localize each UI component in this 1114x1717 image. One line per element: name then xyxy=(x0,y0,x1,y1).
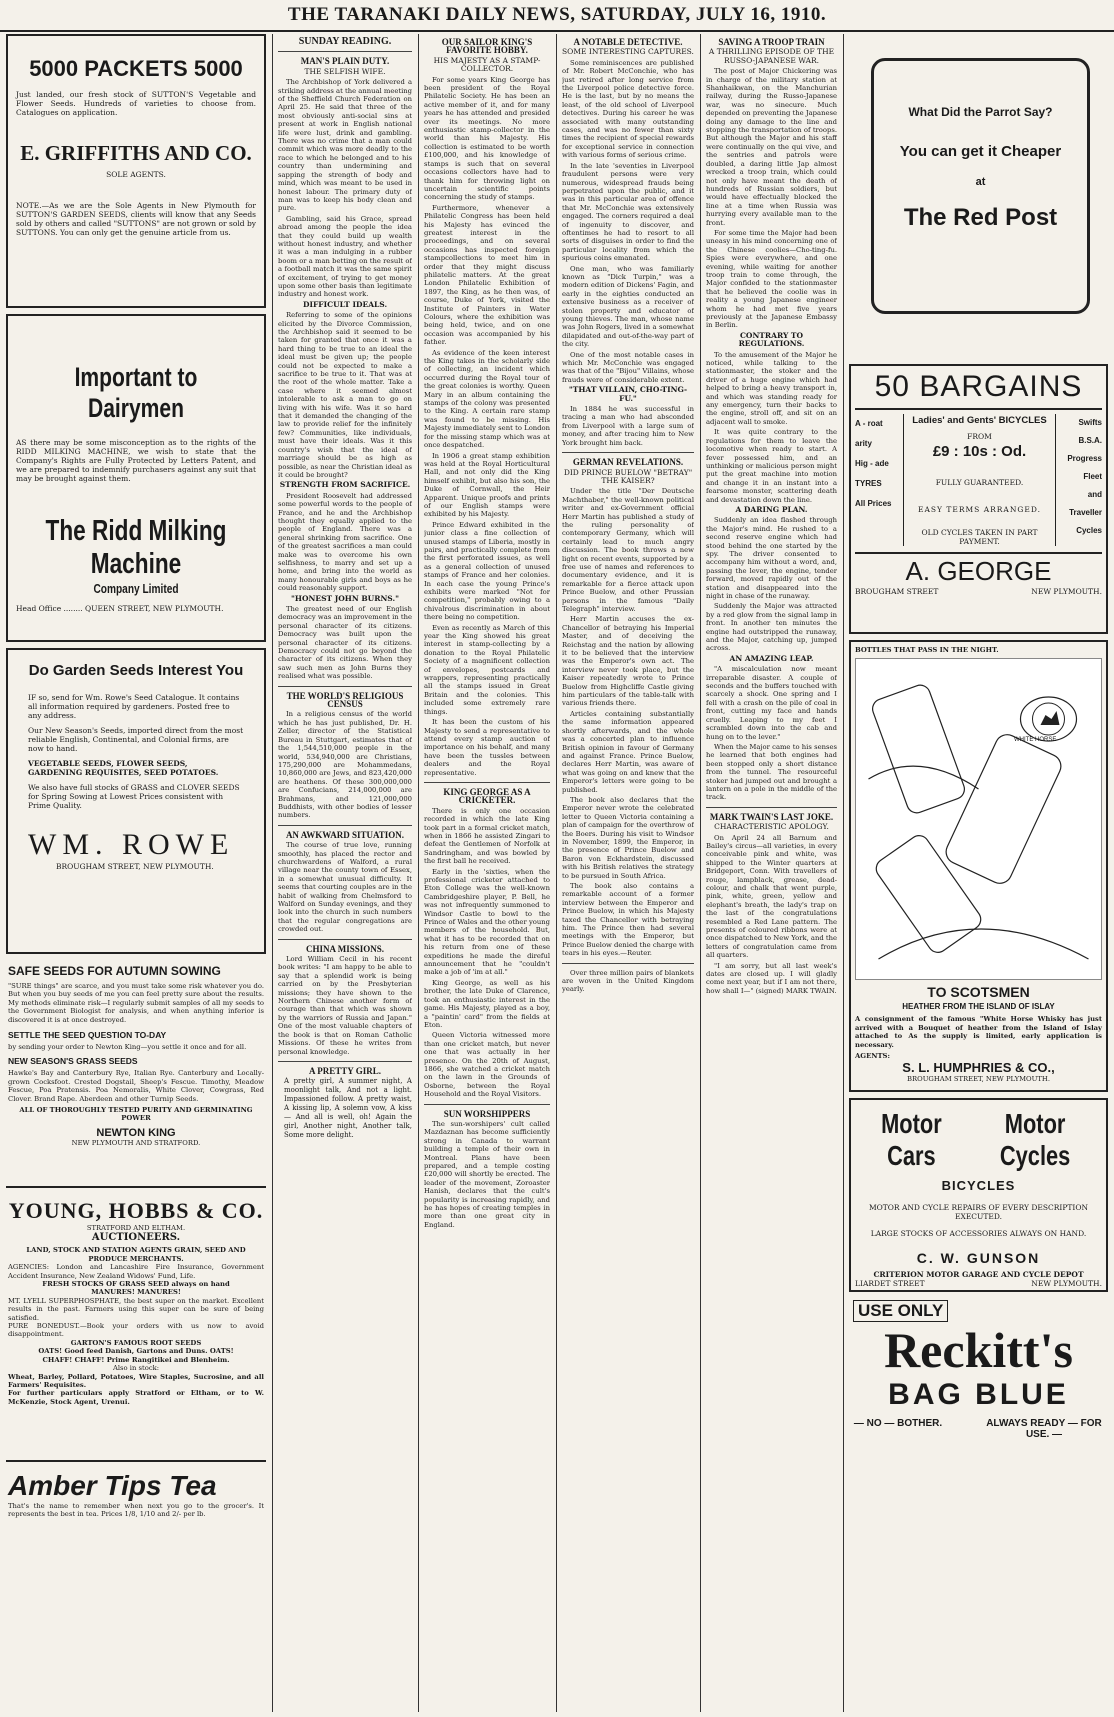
street: BROUGHAM STREET xyxy=(855,587,939,596)
column-rule xyxy=(700,34,701,1712)
ad-line-4: MANURES! MANURES! xyxy=(91,1288,181,1297)
paragraph: To the amusement of the Major he noticed, while talking to the stationmaster, the stoker and the driver of a huge engine which had helped to bring a heavy transport in, and which was standing ready for any emergency, turn their backs to the engine, stroll off, and sit on an adjacent wall to smoke. xyxy=(706,350,837,426)
section-subhead: AN AMAZING LEAP. xyxy=(729,653,814,663)
agent-name: S. L. HUMPHRIES & CO., xyxy=(902,1060,1055,1076)
paragraph: King George, as well as his brother, the late Duke of Clarence, took an enthusiastic interest in the game. His Majesty, played as a boy, a "paintin' card" from the fields at Eton. xyxy=(424,978,550,1029)
ad-line-3: at xyxy=(975,176,986,188)
ad-sub: STRATFORD AND ELTHAM. xyxy=(86,1224,186,1232)
caption-1: TO SCOTSMEN xyxy=(927,984,1030,1001)
left-line: TYRES xyxy=(855,479,882,488)
reckitts-ad xyxy=(849,1298,1108,1442)
divider xyxy=(424,1104,550,1105)
ad-body: That's the name to remember when next you go to the grocer's. It represents the best in tea. Prices 1/8, 1/10 and 2/- per lb. xyxy=(8,1502,264,1519)
left-line: arity xyxy=(855,439,872,448)
article-title: SUN WORSHIPPERS xyxy=(443,1108,531,1119)
paragraph: Queen Victoria witnessed more than one cricket match, but never one that was actually in her presence. On the 20th of August, 1866, she watched a cricket match on the lawn in the Grounds of Osborne, between the Royal Household and the Royal Visitors. xyxy=(424,1031,550,1099)
ridd-milking-ad xyxy=(6,314,266,642)
article-title: GERMAN REVELATIONS. xyxy=(572,457,684,468)
merchant-name: NEWTON KING xyxy=(96,1126,176,1139)
ad-body: AS there may be some misconception as to the rights of the RIDD MILKING MACHINE, we wish to state that the Company's Rights are Fully Protected by Letters Patent, and we are prepared to indemnify purchasers against any suit that may be brought against them. xyxy=(16,438,256,483)
merchant-name: C. W. GUNSON xyxy=(916,1250,1041,1266)
section-subhead: "HONEST JOHN BURNS." xyxy=(291,593,399,603)
masthead: THE TARANAKI DAILY NEWS, SATURDAY, JULY 16, 1910. xyxy=(0,0,1114,32)
young-hobbs-ad xyxy=(6,1194,266,1462)
paragraph: In 1884 he was successful in tracing a man who had absconded from Liverpool with a large sum of money, and after tracing him to New York brought him back. xyxy=(562,405,694,447)
paragraph: President Roosevelt had addressed some powerful words to the people of France, and he and the Archbishop thought they equally applied to the people of England. There was a general shrinking from sacrifice. One of the greatest sacrifices a man could make was to overcome his own selfishness, to marry and set up a home, and bring into the world as many honourable girls and boys as he could reasonably support. xyxy=(278,491,412,593)
price: £9 : 10s : Od. xyxy=(932,443,1027,460)
paragraph: Articles containing substantially the same information appeared shortly afterwards, and the whole was a concerted plan to influence British opinion in favour of Germany and against France. Prince Buelow, declares Herr Martin, was aware of what was going on and knew that the Emperor's letters were going to be published. xyxy=(562,709,694,794)
merchant-name: A. GEORGE xyxy=(855,552,1102,587)
article-subtitle: SOME INTERESTING CAPTURES. xyxy=(562,47,694,57)
address: NEW PLYMOUTH AND STRATFORD. xyxy=(71,1138,201,1147)
ad-line-2: ALL OF THOROUGHLY TESTED PURITY AND GERMINATING POWER xyxy=(19,1106,253,1123)
ad-line-4: The Red Post xyxy=(903,204,1058,231)
divider xyxy=(562,963,694,964)
left-line: Hig - ade xyxy=(855,459,889,468)
paragraph: Under the title "Der Deutsche Machthaber," the well-known political writer and ex-Government official Herr Martin has published a study of the ruling personality of contemporary Germany, which will certainly lead to much angry discussion. The book throws a new light on recent events, supported by a free use of names and references to documentary evidence, and it is remarkable for a fierce attack upon Prince Buelow, and other Prussian persons in the famous "Daily Telegraph" interview. xyxy=(562,487,694,613)
paragraph: The post of Major Chickering was in charge of the military station at Shanhaikwan, on the Manchurian railway, during the Russo-Japanese war, was no sinecure. Much depended on preventing the Japanese doing any damage to the line and stopping the transportation of troops. But although the Major and his staff were continually on the qui vive, and the sentries and patrols were doubled, a daring little Jap almost wrecked a troop train, which could not only have meant the death of hundreds of Russian soldiers, but would have effectually blocked the line at a time when Russia was hurrying every available man to the front. xyxy=(706,67,837,227)
right-line: Progress xyxy=(1067,454,1102,463)
article-title: KING GEORGE AS A CRICKETER. xyxy=(443,786,531,806)
ad-sub-2: NEW SEASON'S GRASS SEEDS xyxy=(8,1056,138,1067)
ad-line-1: What Did the Parrot Say? xyxy=(908,105,1053,119)
title-left: Motor Cars xyxy=(881,1108,942,1171)
role: SOLE AGENTS. xyxy=(106,170,166,179)
ad-body-2: Our New Season's Seeds, imported direct from the most reliable English, Continental, and Colonial firms, are now to hand. xyxy=(28,726,244,753)
paragraph: For some time the Major had been uneasy in his mind concerning one of the Chinese coolies—Cho-ting-fu. Spies were everywhere, and one evening, while waiting for another troop train to come through, the Major confided to the stationmaster that he believed the coolie was in reality a young Japanese engineer whom he had met five years previously at the Japanese Embassy in Berlin. xyxy=(706,228,837,330)
town: NEW PLYMOUTH. xyxy=(1031,587,1102,596)
ad-line-7: GARTON'S FAMOUS ROOT SEEDS xyxy=(70,1338,202,1347)
ad-body-1: IF so, send for Wm. Rowe's Seed Catalogue. It contains all information required by gardeners. Posted free to any address. xyxy=(28,693,240,720)
paragraph: The Archbishop of York delivered a striking address at the annual meeting of the Sheffield Church Federation on April 25. He said that three of the most obviously anti-social sins at present at work in English national life were lust, drink and gambling. There was no crime that a man could commit which was more deadly to the race to which he belonged and to his country than undermining and sapping the strength of body and mind, which was meant to be used in honest labour. The primary duty of man was to keep his body clean and pure. xyxy=(278,78,412,213)
ad-sub-1: SETTLE THE SEED QUESTION TO-DAY xyxy=(8,1030,167,1041)
merchant-name: WM. ROWE xyxy=(28,828,235,861)
paragraph: The greatest need of our English democracy was an improvement in the personal character of its citizens. Democracy was built upon the personal character of its citizens. Democracy could not go beyond the character of its citizens. When they saw such men as John Burns they realised what was possible. xyxy=(278,605,412,681)
article-title: A NOTABLE DETECTIVE. xyxy=(573,37,683,47)
slogan-right: ALWAYS READY — FOR USE. — xyxy=(986,1418,1102,1440)
right-line: Swifts xyxy=(1078,418,1102,427)
ad-line-5: MT. LYELL SUPERPHOSPHATE, the best super on the market. Excellent results in the past. Farmers using this super can be sure of being satisfied. xyxy=(8,1296,264,1322)
ad-line-12: For further particulars apply Stratford or Eltham, or to W. McKenzie, Stock Agent, Urenui. xyxy=(8,1389,264,1406)
ad-line-1: by sending your order to Newton King—you settle it once and for all. xyxy=(8,1043,247,1052)
paragraph: Suddenly the Major was attracted by a red glow from the signal lamp in front. In another ten minutes the engine had outstripped the runaway, and the Major, catching up, jumped across. xyxy=(706,602,837,653)
company-label: Company Limited xyxy=(93,581,179,596)
ad-body: Just landed, our fresh stock of SUTTON'S Vegetable and Flower Seeds. Hundreds of varieties to choose from. Catalogues on application. xyxy=(16,90,256,117)
divider xyxy=(278,1061,412,1062)
paragraph: It has been the custom of his Majesty to send a representative to attend every stamp auction of importance on his behalf, and many have been the tussles between dealers and the Royal representative. xyxy=(424,718,550,777)
paragraph: The sun-worshipers' cult called Mazdaznan has become sufficiently strong in Canada to warrant building a temple of their own in Montreal. Plans have been prepared, and a temple costing £20,000 will shortly be erected. The leader of the movement, Zoroaster Hanish, declares that the cult's popularity is increasing rapidly, and he has hopes of creating temples in more than one great city in England. xyxy=(424,1119,550,1229)
ad-title: 5000 PACKETS 5000 xyxy=(29,56,243,81)
ad-role: AUCTIONEERS. xyxy=(91,1232,181,1244)
paragraph: Some reminiscences are published of Mr. Robert McConchie, who has just retired after long service from the Liverpool police detective force. He is the last, but by no means the least, of the old school of Liverpool detectives. During his career he was associated with many outstanding cases, and was no fewer than sixty times the recipient of special rewards for exceptional service in connection with various forms of serious crime. xyxy=(562,58,694,160)
slogan-left: — NO — BOTHER. xyxy=(853,1418,943,1429)
street: LIARDET STREET xyxy=(855,1279,925,1288)
divider xyxy=(278,686,412,687)
ad-title: Do Garden Seeds Interest You xyxy=(28,662,244,679)
ad-top: BOTTLES THAT PASS IN THE NIGHT. xyxy=(855,646,999,654)
divider xyxy=(278,939,412,940)
right-line: and xyxy=(1087,490,1102,499)
divider xyxy=(278,51,412,52)
column-rule xyxy=(272,34,273,1712)
paragraph: The book also declares that the Emperor never wrote the celebrated letter to Queen Victoria containing a plan of campaign for the overthrow of the Boers. During his visit to Windsor in November, 1899, the Emperor, in the presence of Prince Buelow and Baron von Eckhardstein, discussed with his British relatives the strategy to be pursued in South Africa. xyxy=(562,795,694,880)
ad-line-2: AGENCIES: London and Lancashire Fire Insurance, Government Accident Insurance, New Zealand Widows' Fund, Life. xyxy=(8,1263,264,1280)
ad-line-10: Also in stock: xyxy=(112,1364,160,1373)
paragraph: In a religious census of the world which he has just published, Dr. H. Zeller, director of the Statistical Bureau in Stuttgart, estimates that of the 1,544,510,000 people in the world, 534,940,000 are Christians, 175,290,000 are Mohammedans, 10,860,000 are Jews, and 823,420,000 are heathens. Of these 300,000,000 are Confucians, 214,000,000 are Brahmans, and 121,000,000 Buddhists, with other bodies of lesser numbers. xyxy=(278,710,412,820)
column-sunday-reading xyxy=(278,34,412,1712)
paragraph: As evidence of the keen interest the King takes in the scholarly side of collecting, an incident which occurred during the Royal tour of the great colonies is worthy. Queen Mary in an album containing the stamps of the colony was presented to the King. A certain rare stamp was found to be missing. His Majesty immediately sent to London for the missing stamp which was at once despatched. xyxy=(424,348,550,450)
column-ads-left xyxy=(6,34,266,1712)
column-rule xyxy=(843,34,844,1712)
town: NEW PLYMOUTH. xyxy=(1031,1279,1102,1288)
paragraph: "I am sorry, but all last week's dates are closed up. I will gladly come next year, but if I am not there, how shall I—" (signed) MARK TWAIN. xyxy=(706,961,837,995)
paragraph: The book also contains a remarkable account of a former interview between the Emperor and Prince Buelow, in which his Majesty taxed the Chancellor with betraying him. The Prince then had several meetings with the Emperor, but Prince Buelow denied the charge with tears in his eyes.—Reuter. xyxy=(562,882,694,958)
section-subhead: CONTRARY TO REGULATIONS. xyxy=(738,330,805,349)
ad-line-2: LARGE STOCKS OF ACCESSORIES ALWAYS ON HAND. xyxy=(870,1229,1087,1238)
depot: CRITERION MOTOR GARAGE AND CYCLE DEPOT xyxy=(873,1270,1084,1279)
paragraph: Early in the 'sixties, when the professional cricketer attached to Eton College was the well-known Cambridgeshire player, P. Bell, he was not infrequently summoned to Windsor Castle to bowl to the Prince of Wales and the other young members of the household. But, what it has to be recorded that on his return from one of these expeditions he made the direful announcement that he "couldn't make a job of 'im at all." xyxy=(424,867,550,977)
poem: A pretty girl, A summer night, A moonlight talk, And not a light. Impassioned follow. A pretty waist, A kissing lip, A solemn vow, A kiss— And all is well, oh! Again the girl, Another night, Another talk, Some more delight. xyxy=(284,1077,412,1140)
address: BROUGHAM STREET, NEW PLYMOUTH. xyxy=(907,1075,1050,1084)
right-column xyxy=(1056,414,1102,546)
divider xyxy=(424,782,550,783)
ad-body: "SURE things" are scarce, and you must take some risk whatever you do. But when you buy seeds of me you can feel pretty sure about the results. My methods eliminate risk—I regularly submit samples of all my seeds to the Government Biologist for analysis, and when anything inferior is discovered it is at once destroyed. xyxy=(8,982,264,1024)
ad-line-1: MOTOR AND CYCLE REPAIRS OF EVERY DESCRIPTION EXECUTED. xyxy=(868,1203,1089,1221)
white-horse-ad xyxy=(849,640,1108,1092)
article-title: MARK TWAIN'S LAST JOKE. xyxy=(709,811,834,822)
article-title: SAVING A TROOP TRAIN xyxy=(718,37,825,47)
article-title: A PRETTY GIRL. xyxy=(309,1065,381,1076)
price-from: FROM xyxy=(967,432,992,441)
article-title: CHINA MISSIONS. xyxy=(305,943,385,954)
paragraph: In 1906 a great stamp exhibition was held at the Royal Horticultural Hall, and not only did the King himself exhibit, but also his son, the Duke of Cornwall, the Heir Apparent. Unique proofs and prints of our English stamps were exhibited by his Majesty. xyxy=(424,451,550,519)
paragraph: It was quite contrary to the regulations for them to leave the locomotive when ready to start. A fever possessed him, and an unthinking or malicious person might put the great machine into motion and change it in an instant into a fearsome monster, scattering death and devastation down the line. xyxy=(706,428,837,504)
bottles-image xyxy=(856,659,1101,979)
paragraph: Suddenly an idea flashed through the Major's mind. He rushed to a second reserve engine which had stood behind the one started by the spy. The driver consented to accompany him without a word, and, passing the lever, the engine, tender forward, moved rapidly out of the station and disappeared into the night in chase of the runaway. xyxy=(706,516,837,600)
article-title: MAN'S PLAIN DUTY. xyxy=(300,56,390,67)
ad-title: 50 BARGAINS xyxy=(855,370,1102,410)
ad-title: Amber Tips Tea xyxy=(8,1470,217,1501)
paragraph: For some years King George has been president of the Royal Philatelic Society. He has been an active member of it, and for many years he has attended and presided over its meetings. No more enthusiastic stamp-collector in the world than his Majesty. His collection is estimated to be worth £100,000, and his knowledge of stamps is such that on several occasions collectors have had to thank him for throwing light on uncertain scientific points concerning the study of stamps. xyxy=(424,75,550,202)
terms: EASY TERMS ARRANGED. xyxy=(918,505,1041,514)
paragraph: In the late 'seventies in Liverpool fraudulent persons were very numerous, widespread frauds being perpetrated upon the public, and it was in this particular area of offence that Mr. McConchie was extensively engaged. The corners required a deal of ingenuity to discover, and oftentimes he had to resort to all sorts of disguises in order to find the particular locality from which the spurious coins emanated. xyxy=(562,161,694,263)
section-subhead: "THAT VILLAIN, CHO-TING-FU." xyxy=(568,385,688,403)
right-line: B.S.A. xyxy=(1078,436,1102,445)
ad-title: YOUNG, HOBBS & CO. xyxy=(8,1198,264,1223)
address: BROUGHAM STREET, NEW PLYMOUTH. xyxy=(56,862,214,871)
column-ads-right xyxy=(849,34,1108,1712)
gunson-motors-ad xyxy=(849,1098,1108,1292)
ad-top: USE ONLY xyxy=(853,1300,948,1322)
red-post-ad xyxy=(871,58,1090,314)
right-line: Cycles xyxy=(1076,526,1102,535)
title-right: Motor Cycles xyxy=(999,1108,1071,1171)
column-detective-articles xyxy=(562,34,694,1712)
paragraph: Even as recently as March of this year the King showed his great interest in stamp-collecting by a donation to the Royal Philatelic Society of a magnificent collection of envelopes, postcards and wrappers, representing practically all the stamps issued in Great Britain and the colonies. This included some extremely rare things. xyxy=(424,623,550,716)
ad-line-9: CHAFF! CHAFF! Prime Rangitikei and Blenheim. xyxy=(42,1355,230,1364)
section-heading: SUNDAY READING. xyxy=(298,36,392,47)
center-column xyxy=(903,414,1056,546)
ad-body-4: We also have full stocks of GRASS and CLOVER SEEDS for Spring Sowing at Lowest Prices consistent with Prime Quality. xyxy=(28,783,240,810)
paragraph: On April 24 all Barnum and Bailey's circus—all varieties, in every conceivable pink and white, was shipped to the Winter quarters at Bridgeport, Conn. With travellers of rouge, lampblack, grease, dead-colour, and chalk that went purple, pink, white, green, yellow and elephant's breath, the lady's trap on the last of the congratulations resembled a Red Lane pattern. The presents of coloured ribbons were at once dispatched to New York, and the letters of congratulation came from all quarters. xyxy=(706,833,837,960)
seed-list: Hawke's Bay and Canterbury Rye, Italian Rye. Canterbury and Locally-grown Cocksfoot. Crested Dogstail, Sheep's Fescue. Timothy, Meadow Fescue, Poa Pratensis. Poa Nemoralis, White Clover, Cowgrass, Red Clover. Brand Rape. Aberdeen and other Turnip Seeds. xyxy=(8,1069,264,1103)
bicycles-heading: Ladies' and Gents' BICYCLES xyxy=(912,415,1047,426)
ad-line-3: FRESH STOCKS OF GRASS SEED always on hand xyxy=(42,1280,230,1289)
ad-title: SAFE SEEDS FOR AUTUMN SOWING xyxy=(8,964,221,978)
ad-sub: BICYCLES xyxy=(941,1178,1016,1193)
section-subhead: STRENGTH FROM SACRIFICE. xyxy=(279,480,411,490)
product-name: BAG BLUE xyxy=(888,1378,1069,1411)
agents-label: AGENTS: xyxy=(855,1052,890,1061)
paragraph: Furthermore, whenever a Philatelic Congress has been held his Majesty has evinced the greatest interest in the proceedings, and on several occasions has inspected foreign stampcollections to meet him in order that they might discuss philatelic matters. At the great London Philatelic Exhibition of 1897, the King, as he then was, of course, Duke of York, visited the Institute of Painters in Water Colours, where the exhibition was being held, twice, and on one occasion was accompanied by his father. xyxy=(424,203,550,347)
article-title: AN AWKWARD SITUATION. xyxy=(285,829,405,840)
column-king-articles xyxy=(424,34,550,1712)
article-title: THE WORLD'S RELIGIOUS CENSUS xyxy=(286,690,404,710)
divider xyxy=(706,807,837,808)
paragraph: Over three million pairs of blankets are woven in the United Kingdom yearly. xyxy=(562,968,694,994)
paragraph: "A miscalculation now meant irreparable disaster. A couple of seconds and the buffers touched with scarcely a shock. One spring and I fell with a crash on the pile of coal in front, cutting my face and hands cruelly. Leaping to my feet I scrambled down into the cab and hung on to the lever." xyxy=(706,665,837,741)
article-subtitle: THE SELFISH WIFE. xyxy=(304,66,386,76)
paragraph: Gambling, said his Grace, spread abroad among the people the idea that they could build up wealth without honest industry, and whether it was a man indulging in a rubber boom or a man betting on the result of a football match it was the same spirit of excitement, of trying to get money upon some other basis than legitimate industry and honest work. xyxy=(278,214,412,299)
paragraph: Herr Martin accuses the ex-Chancellor of betraying his Imperial Master, and of deceiving the Reichstag and the nation by allowing it to be believed that the interview was the Emperor's own act. The interview never took place, but the Kaiser repeatedly wrote to Prince Buelow from Highcliffe Castle giving him particulars of the table-talk with various friends there. xyxy=(562,615,694,708)
ad-line-11: Wheat, Barley, Pollard, Potatoes, Wire Staples, Sucrosine, and all Farmers' Requisites. xyxy=(8,1372,264,1389)
paragraph: Referring to some of the opinions elicited by the Divorce Commission, the Archbishop said it seemed to be taken for granted that once it was a hard thing to be true to an ideal the ideal must be given up; the people could not be expected to make a sacrifice to be true to it. That was at the root of the whole matter. Take a case where it seemed almost intolerable to ask a man to go on living with his wife. Was it so hard that it demanded the changing of the law to provide relief for the infinitely few? Communities, like individuals, must have their ideals. Was it this country's wish that the ideal of marriage should be as high as possible, as near the Christian ideal as it could be brought? xyxy=(278,311,412,479)
paragraph: One of the most notable cases in which Mr. McConchie was engaged was that of the "Bijou" Villains, whose frauds were of considerable extent. xyxy=(562,350,694,384)
paragraph: One man, who was familiarly known as "Dick Turpin," was a modern edition of Dickens' Fagin, and early in the eighties conducted an extensive business as a receiver of stolen property and educator of young thieves. The man, whose name was John Rogers, lived in a somewhat dilapidated and out-of-the-way part of the city. xyxy=(562,264,694,349)
left-line: All Prices xyxy=(855,499,892,508)
newton-king-ad xyxy=(6,960,266,1188)
white-horse-label: WHITE HORSE xyxy=(1014,737,1057,744)
paragraph: The course of true love, running smoothly, has placed the rector and churchwardens of Walford, a rural village near the county town of Essex, in a somewhat unusual difficulty. It seems that courting couples are in the habit of walking from Chelmsford to Walford on Sunday evenings, and they look into the church in such numbers that the regular congregations are crowded out. xyxy=(278,841,412,934)
section-subhead: DIFFICULT IDEALS. xyxy=(302,299,388,309)
ad-body: A consignment of the famous "White Horse Whisky has just arrived with a Bouquet of heather from the Island of Islay attached to As the supply is limited, early application is necessary. xyxy=(855,1015,1102,1049)
address: Head Office ........ QUEEN STREET, NEW PLYMOUTH. xyxy=(16,604,224,613)
column-troop-train xyxy=(706,34,837,1712)
article-subtitle: CHARACTERISTIC APOLOGY. xyxy=(714,822,829,832)
section-subhead: A DARING PLAN. xyxy=(735,504,808,514)
paragraph: When the Major came to his senses he learned that both engines had been stopped only a short distance from the tunnel. The resourceful stoker had jumped out and brought a lantern on a pole in the middle of the track. xyxy=(706,742,837,802)
right-line: Traveller xyxy=(1069,508,1102,517)
ad-note: NOTE.—As we are the Sole Agents in New Plymouth for SUTTON'S GARDEN SEEDS, clients will know that any Seeds sold by others and called "SUTTONS" are not grown or sold by SUTTONS. You can only get the genuine article from us. xyxy=(16,201,256,237)
left-column xyxy=(855,414,903,546)
rowe-seeds-ad xyxy=(6,648,266,954)
column-rule xyxy=(556,34,557,1712)
paragraph: Lord William Cecil in his recent book writes: "I am happy to be able to say that a splendid work is being carried on by the Presbyterian missions; they have shown to the Northern Chinese another form of courage than that which was shown by the warriors of Russia and Japan." One of the most valuable chapters of the book is that on Roman Catholic Missions. Of these he writes from personal knowledge. xyxy=(278,955,412,1056)
column-rule xyxy=(418,34,419,1712)
company-name: E. GRIFFITHS AND CO. xyxy=(20,141,252,165)
caption-2: HEATHER FROM THE ISLAND OF ISLAY xyxy=(902,1002,1055,1012)
bottle-illustration xyxy=(855,658,1102,980)
article-subtitle: A THRILLING EPISODE OF THE RUSSO-JAPANESE WAR. xyxy=(708,47,835,65)
article-subtitle: DID PRINCE BUELOW "BETRAY" THE KAISER? xyxy=(563,467,693,485)
product-name: The Ridd Milking Machine xyxy=(45,515,227,580)
divider xyxy=(562,452,694,453)
divider xyxy=(278,825,412,826)
brand-name: Reckitt's xyxy=(884,1322,1073,1378)
griffiths-ad xyxy=(6,34,266,308)
article-title: OUR SAILOR KING'S FAVORITE HOBBY. xyxy=(441,37,533,56)
left-line: A - roat xyxy=(855,419,883,428)
ad-body-3: VEGETABLE SEEDS, FLOWER SEEDS, GARDENING REQUISITES, SEED POTATOES. xyxy=(28,759,219,777)
ad-line-8: OATS! Good feed Danish, Gartons and Duns. OATS! xyxy=(38,1347,234,1356)
article-subtitle: HIS MAJESTY AS A STAMP-COLLECTOR. xyxy=(433,55,541,74)
old-cycles: OLD CYCLES TAKEN IN PART PAYMENT. xyxy=(921,528,1038,546)
paragraph: There is only one occasion recorded in which the late King took part in a formal cricket match, when in 1866 he assisted Zingari to defeat the Gentlemen of Norfolk at Sandringham, and was bowled by the first ball he received. xyxy=(424,806,550,866)
ad-line-6: PURE BONEDUST.—Book your orders with us now to avoid disappointment. xyxy=(8,1322,264,1339)
right-line: Fleet xyxy=(1083,472,1102,481)
guarantee: FULLY GUARANTEED. xyxy=(935,478,1024,487)
george-bicycles-ad xyxy=(849,364,1108,634)
ad-title: Important to Dairymen xyxy=(74,362,198,423)
paragraph: Prince Edward exhibited in the junior class a fine collection of unused stamps of Liberia, mostly in pairs, and practically complete from the first perforated issues, as well as a general collection of unused stamps of France and her colonies. In each case the young Prince's exhibits were marked "Not for competition," probably owing to a chivalrous discrimination in about there being no competition. xyxy=(424,520,550,622)
ad-line-2: You can get it Cheaper xyxy=(899,143,1062,160)
ad-line-1: LAND, STOCK AND STATION AGENTS GRAIN, SEED AND PRODUCE MERCHANTS. xyxy=(26,1246,246,1263)
amber-tips-ad xyxy=(6,1468,266,1534)
